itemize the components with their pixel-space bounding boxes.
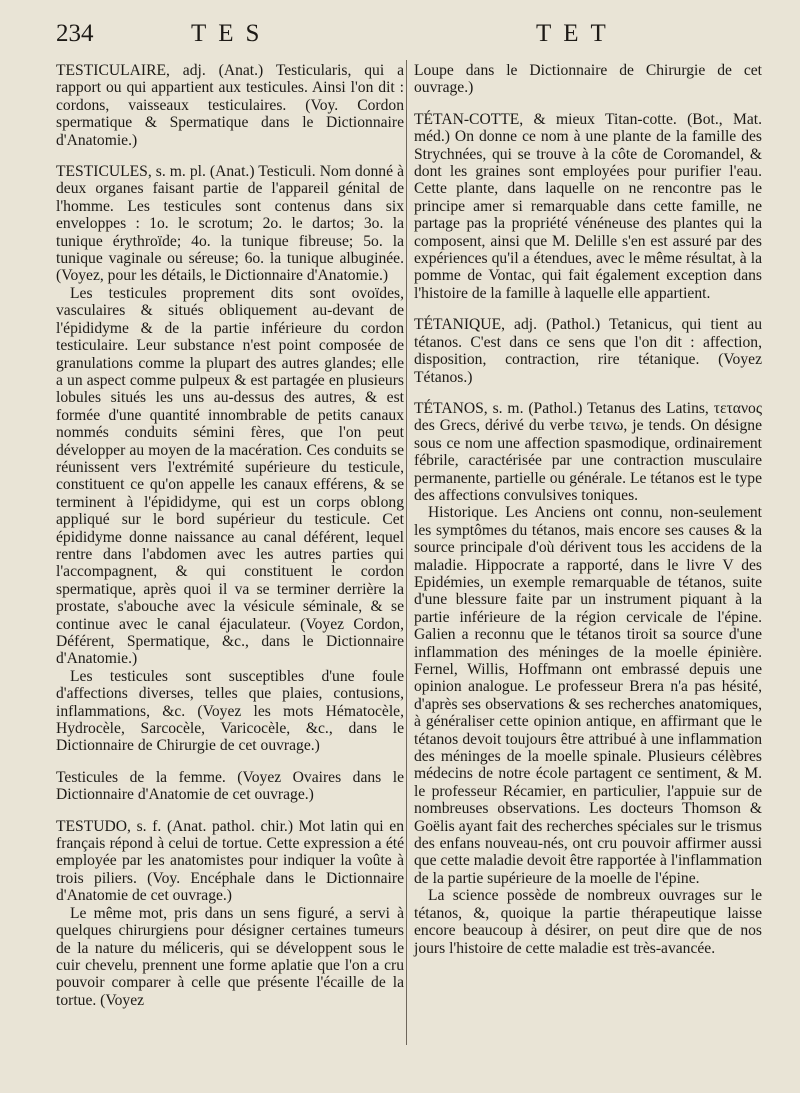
- entry-paragraph: Historique. Les Anciens ont connu, non-seulement les symptômes du tétanos, mais encore ses causes & la source principale d'où dérivent tous les accidens de la maladie. Hippocrate a rapporté, dans le livre V des Epidémies, un exemple remarquable de tétanos, suite d'une blessure faite par un instrument piquant à la partie inférieure de la région cervicale de l'épine. Galien a reconnu que le tétanos tiroit sa source d'une inflammation des méninges de la moelle épinière. Fernel, Willis, Hoffmann ont embrassé depuis une opinion analogue. Le professeur Brera n'a pas hésité, d'après ses observations & ses recherches anatomiques, à généraliser cette opinion antique, en affirmant que le tétanos devoit toujours être attribué à une inflammation des méninges de la moelle spinale. Plusieurs célèbres médecins de notre école partagent ce sentiment, & M. le professeur Récamier, en particulier, l'appuie sur de nombreuses observations. Les docteurs Thomson & Goëlis ayant fait des recherches spéciales sur le trismus des enfans nouveau-nés, ont cru pouvoir affirmer aussi que cette maladie devoit être rapportée à l'inflammation de la partie supérieure de la moelle de l'épine.: [414, 504, 762, 887]
- right-column: [414, 62, 762, 971]
- entry-text: TESTICULES, s. m. pl. (Anat.) Testiculi. Nom donné à deux organes faisant partie de l'appareil génital de l'homme. Les testicules sont contenus dans six enveloppes : 1o. le scrotum; 2o. le dartos; 3o. la tunique érythroïde; 4o. la tunique fibreuse; 5o. la tunique vaginale ou séreuse; 6o. la tunique albuginée. (Voyez, pour les détails, le Dictionnaire d'Anatomie.): [56, 163, 404, 285]
- entry-text: Loupe dans le Dictionnaire de Chirurgie de cet ouvrage.): [414, 62, 762, 97]
- entry-testicules-femme: [56, 769, 404, 804]
- entry-paragraph: La science possède de nombreux ouvrages sur le tétanos, &, quoique la partie thérapeutique laisse encore beaucoup à désirer, on peut dire que de nos jours l'histoire de cette maladie est très-avancée.: [414, 887, 762, 957]
- left-column: [56, 62, 404, 1023]
- running-header: [56, 14, 770, 48]
- entry-testiculaire: [56, 62, 404, 149]
- column-divider: [406, 60, 407, 1045]
- entry-tetanos: [414, 400, 762, 957]
- entry-paragraph: Les testicules sont susceptibles d'une foule d'affections diverses, telles que plaies, contusions, inflammations, &c. (Voyez les mots Hématocèle, Hydrocèle, Sarcocèle, Varicocèle, &c., dans le Dictionnaire de Chirurgie de cet ouvrage.): [56, 667, 404, 755]
- entry-text: TÉTANIQUE, adj. (Pathol.) Tetanicus, qui tient au tétanos. C'est dans ce sens que l'on dit : affection, disposition, contraction, rire tétanique. (Voyez Tétanos.): [414, 316, 762, 386]
- entry-testudo: [56, 818, 404, 1009]
- entry-text: TÉTAN-COTTE, & mieux Titan-cotte. (Bot., Mat. méd.) On donne ce nom à une plante de la famille des Strychnées, qui se trouve à la côte de Coromandel, & dont les graines sont employées pour purifier l'eau. Cette plante, dans laquelle on ne rencontre pas le principe amer si remarquable dans cette famille, ne partage pas la propriété vénéneuse des plantes qui la composent, ainsi que M. Delille s'en est assuré par des expériences qu'il a étendues, avec le même résultat, à la pomme de Vontac, qui fait également exception dans l'histoire de la famille à laquelle elle appartient.: [414, 110, 762, 302]
- entry-paragraph: Le même mot, pris dans un sens figuré, a servi à quelques chirurgiens pour désigner certaines tumeurs de la nature du méliceris, qui se développent sous le cuir chevelu, prennent une forme aplatie que l'on a cru pouvoir comparer à celle que présente l'écaille de la tortue. (Voyez: [56, 904, 404, 1009]
- entry-continuation: [414, 62, 762, 97]
- entry-text: TESTUDO, s. f. (Anat. pathol. chir.) Mot latin qui en français répond à celui de tortue. Cette expression a été employée par les anatomistes pour indiquer la voûte à trois piliers. (Voy. Encéphale dans le Dictionnaire d'Anatomie de cet ouvrage.): [56, 817, 404, 905]
- right-running-title: TET: [536, 20, 618, 47]
- left-running-title: TES: [191, 20, 272, 47]
- entry-paragraph: Les testicules proprement dits sont ovoïdes, vasculaires & situés obliquement au-devant de l'épididyme & de la partie inférieure du cordon testiculaire. Leur substance n'est point composée de granulations comme la plupart des autres glandes; elle a un aspect comme pulpeux & est partagée en plusieurs lobules situés les uns au-dessus des autres, & est formée d'une quantité innombrable de petits canaux nommés conduits sémini fères, que l'on peut développer au moyen de la macération. Ces conduits se réunissent vers l'extrémité supérieure du testicule, constituent ce qu'on appelle les canaux efférens, & se terminent à l'épididyme, qui est un corps oblong appliqué sur le bord supérieur du testicule. Cet épididyme donne naissance au canal déférent, lequel rentre dans l'abdomen avec les autres parties qui l'accompagnent, & qui constituent le cordon spermatique, après quoi il va se terminer derrière la prostate, s'abouche avec la vésicule séminale, & se continue avec le canal éjaculateur. (Voyez Cordon, Déférent, Spermatique, &c., dans le Dictionnaire d'Anatomie.): [56, 284, 404, 668]
- entry-tetanique: [414, 316, 762, 386]
- entry-text: TESTICULAIRE, adj. (Anat.) Testicularis, qui a rapport ou qui appartient aux testicules. Ainsi l'on dit : cordons, vaisseaux testiculaires. (Voy. Cordon spermatique & Spermatique dans le Dictionnaire d'Anatomie.): [56, 62, 404, 149]
- entry-testicules: [56, 163, 404, 755]
- entry-text: Testicules de la femme. (Voyez Ovaires dans le Dictionnaire d'Anatomie de cet ouvrage.): [56, 768, 404, 804]
- entry-tetan-cotte: [414, 111, 762, 302]
- entry-text: TÉTANOS, s. m. (Pathol.) Tetanus des Latins, τετανος des Grecs, dérivé du verbe τεινω, je tends. On désigne sous ce nom une affection spasmodique, ordinairement fébrile, caractérisée par une contraction musculaire permanente, partielle ou générale. Le tétanos est le type des affections convulsives toniques.: [414, 399, 762, 504]
- page-number: 234: [56, 20, 94, 47]
